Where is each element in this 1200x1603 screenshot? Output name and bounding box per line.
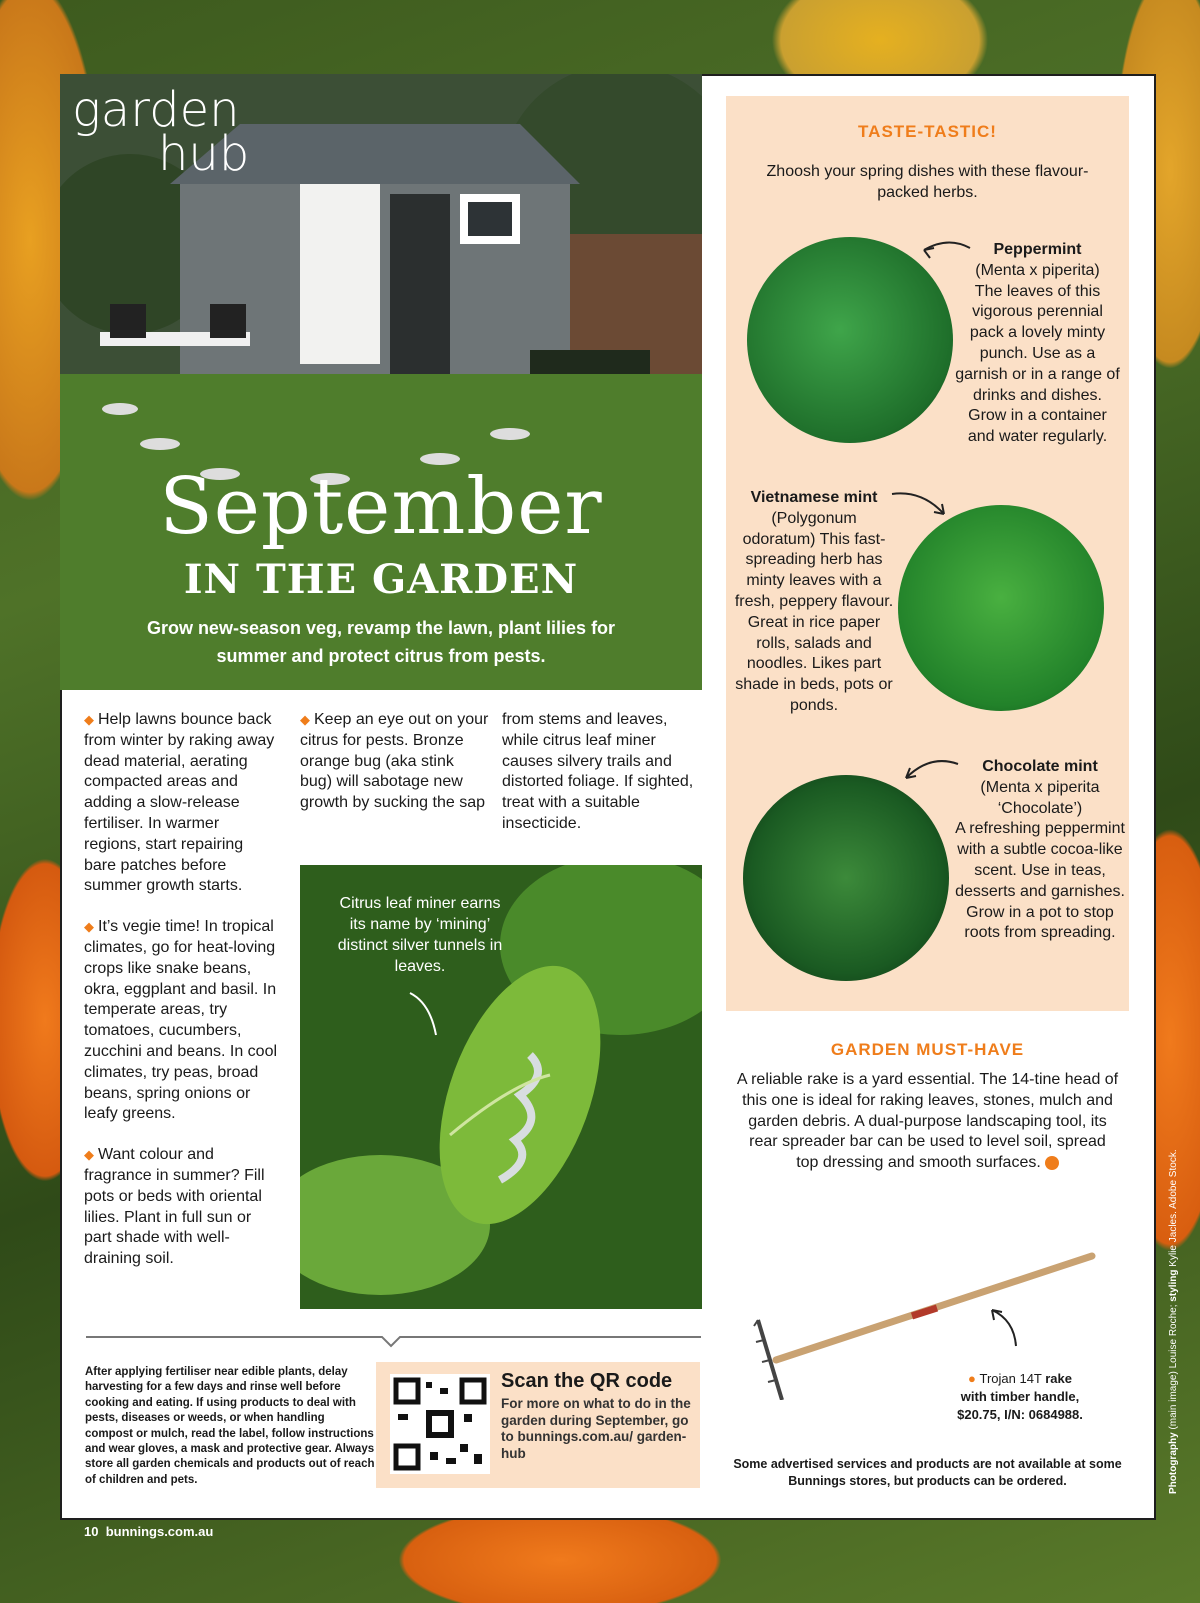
tip-citrus-cont: from stems and leaves, while citrus leaf miner causes silvery trails and distorted foliage. If sighted, treat with a suitable insecticide.	[502, 711, 694, 832]
tip-lawn: Help lawns bounce back from winter by raking away dead material, aerating compacted areas and adding a slow-release fertiliser. In warmer regions, start repairing bare patches before summer growth starts.	[84, 711, 275, 895]
qr-code[interactable]	[390, 1374, 490, 1474]
chocolate-mint-photo	[743, 775, 949, 981]
must-have-heading: GARDEN MUST-HAVE	[830, 1040, 1025, 1059]
photo-credit: Photography (main image) Louise Roche; styling Kylie Jacles. Adobe Stock.	[1168, 1149, 1179, 1494]
rake-caption: ● Trojan 14T rake with timber handle, $20.75, I/N: 0684988.	[957, 1371, 1083, 1422]
qr-title: Scan the QR code	[501, 1370, 673, 1392]
footer-site[interactable]: bunnings.com.au	[105, 1524, 214, 1539]
tip-vegie: It’s vegie time! In tropical climates, go for heat-loving crops like snake beans, okra, eggplant and basil. In temperate areas, try tomatoes, cucumbers, zucchini and beans. In cool climates, try peas, broad beans, spring onions or leafy greens.	[84, 918, 278, 1123]
availability-note: Some advertised services and products are not available at some Bunnings stores, but products can be ordered.	[733, 1457, 1122, 1488]
arrow-icon	[888, 486, 950, 520]
page-number: 10	[84, 1524, 99, 1539]
bullet-icon: ◆	[84, 712, 94, 727]
qr-text: For more on what to do in the garden during September, go to bunnings.com.au/ garden-hub	[501, 1396, 691, 1461]
hero-image	[60, 74, 702, 690]
garden-hub-logo: garden hub	[72, 82, 250, 182]
bullet-icon: ◆	[84, 919, 94, 935]
herb-vietnamese-mint: Vietnamese mint (Polygonum odoratum) This fast-spreading herb has minty leaves with a fresh, peppery flavour. Great in rice paper rolls, salads and noodles. Likes part shade in beds, pots or ponds.	[734, 489, 894, 714]
tip-lilies: Want colour and fragrance in summer? Fill pots or beds with oriental lilies. Plant in full sun or part shade with well-draining soil.	[84, 1146, 265, 1268]
peppermint-photo	[747, 237, 953, 443]
hero-intro: Grow new-season veg, revamp the lawn, plant lilies for summer and protect citrus from pests.	[146, 618, 616, 666]
page-title: September	[159, 462, 603, 552]
herb-chocolate-mint: Chocolate mint (Menta x piperita ‘Chocolate’) A refreshing peppermint with a subtle cocoa-like scent. Use in teas, desserts and garnishes. Grow in a pot to stop roots from spreading.	[955, 758, 1125, 942]
must-have-text: A reliable rake is a yard essential. The 14-tine head of this one is ideal for raking leaves, stones, mulch and garden debris. A dual-purpose landscaping tool, its rear spreader bar can be used to level soil, spread top dressing and smooth surfaces.	[736, 1071, 1119, 1172]
page-footer	[84, 1524, 213, 1539]
bullet-icon: ◆	[300, 712, 310, 727]
citrus-photo-caption: Citrus leaf miner earns its name by ‘mining’ distinct silver tunnels in leaves.	[337, 895, 503, 975]
column-3	[502, 710, 702, 835]
herb-peppermint: Peppermint (Menta x piperita) The leaves of this vigorous perennial pack a lovely minty punch. Use as a garnish or in a range of drinks and dishes. Grow in a container and water regularly.	[955, 241, 1120, 446]
arrow-icon	[900, 754, 962, 786]
safety-disclaimer: After applying fertiliser near edible plants, delay harvesting for a few days and rinse well before cooking and eating. If using products to deal with pests, diseases or weeds, or when handling compost or mulch, read the label, follow instructions and wear gloves, a mask and protective gear. Always store all garden chemicals and products out of reach of children and pets.	[85, 1366, 375, 1486]
end-dot-icon	[1045, 1156, 1059, 1170]
tip-citrus: Keep an eye out on your citrus for pests. Bronze orange bug (aka stink bug) will sabotage new growth by sucking the sap	[300, 711, 489, 812]
column-2	[300, 710, 490, 814]
panel-heading: TASTE-TASTIC!	[858, 122, 997, 141]
divider-notch-icon	[381, 1336, 401, 1348]
column-1	[84, 710, 279, 1290]
page-subtitle: IN THE GARDEN	[183, 556, 579, 603]
vietnamese-mint-photo	[898, 505, 1104, 711]
bullet-icon: ◆	[84, 1147, 94, 1163]
bullet-dot-icon: ●	[968, 1371, 976, 1386]
panel-intro: Zhoosh your spring dishes with these flavour-packed herbs.	[766, 163, 1089, 201]
